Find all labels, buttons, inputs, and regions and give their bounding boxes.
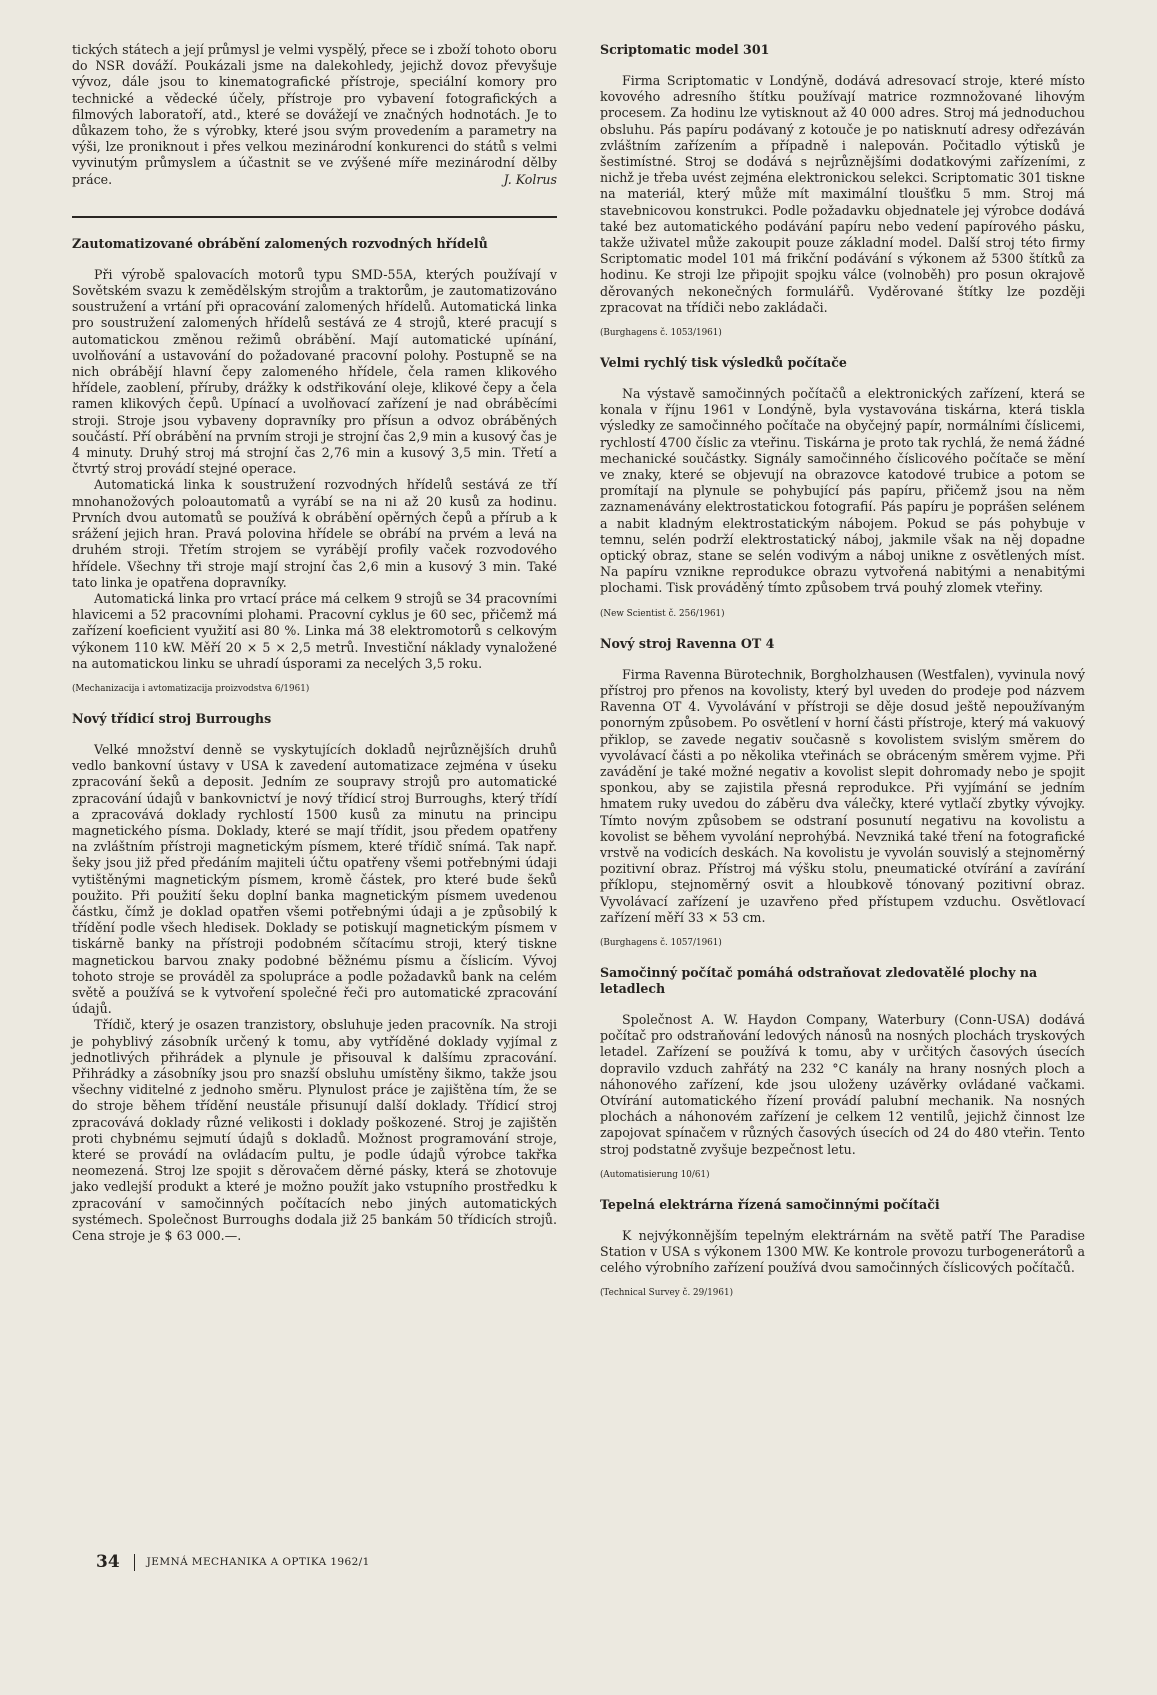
intro-signature <box>72 172 557 188</box>
article-title-scriptomatic: Scriptomatic model 301 <box>600 42 770 57</box>
article-source: (New Scientist č. 256/1961) <box>600 608 725 619</box>
article-title-deicing: Samočinný počítač pomáhá odstraňovat zledovatělé plochy na letadlech <box>600 964 1038 996</box>
article-paragraph: Velké množství denně se vyskytujících dokladů nejrůznějších druhů vedlo bankovní ústavy v USA k zavedení automatizace zejména v úseku zpracování šeků a deposit. Jedním ze soupravy strojů pro automatické zpracování údajů v bankovnictví je nový třídicí stroj Burroughs, který třídí a zpracovává doklady rychlostí 1500 kusů za minutu na principu magnetického písma. Doklady, které se mají třídit, jsou předem opatřeny na zvláštním přístroji magnetickým písmem, které třídič snímá. Tak např. šeky jsou již před předáním majiteli účtu opatřeny všemi potřebnými údaji vytištěnými magnetickým písmem, kromě částek, pro které bude šeků použito. Při použití šeku doplní banka magnetickým písmem uvedenou částku, čímž je doklad opatřen všemi potřebnými údaji a je způsobilý k třídění podle všech hledisek. Doklady se potiskují magnetickým písmem v tiskárně banky na přístroji podobném sčítacímu stroji, který tiskne magnetickou barvou znaky podobné běžnému písmu a číslicím. Vývoj tohoto stroje se prováděl za spolupráce a podle požadavků bank na celém světě a používá se k vytvoření společné řeči pro automatické zpracování údajů. <box>72 741 557 1017</box>
article-paragraph: Společnost A. W. Haydon Company, Waterbury (Conn-USA) dodává počítač pro odstraňování ledových nánosů na nosných plochách tryskových letadel. Zařízení se používá k tomu, aby v určitých časových úsecích dopravilo vzduch zahřátý na 232 °C kanály na hrany nosných ploch a náhonového zařízení, kde jsou uloženy uzávěrky ovládané vačkami. Otvírání automatického řízení provádí palubní mechanik. Na nosných plochách a náhonovém zařízení je celkem 12 ventilů, jejichž činnost lze zapojovat spínačem v různých časových úsecích od 24 do 480 vteřin. Tento stroj podstatně zvyšuje bezpečnost letu. <box>600 1011 1085 1157</box>
article-source: (Burghagens č. 1053/1961) <box>600 328 722 339</box>
article-paragraph: Firma Scriptomatic v Londýně, dodává adresovací stroje, které místo kovového adresního štítku používají matrice rozmnožované lihovým procesem. Za hodinu lze vytisknout až 40 000 adres. Stroj má jednoduchou obsluhu. Pás papíru podávaný z kotouče je po natisknutí adresy odřezáván zvláštním zařízením a případně i nalepován. Počitadlo výtisků je šestimístné. Stroj se dodává s nejrůznějšími dodatkovými zařízeními, z nichž je třeba uvést zejména elektronickou selekci. Scriptomatic 301 tiskne na materiál, který může mít maximální tloušťku 5 mm. Stroj má stavebnicovou konstrukci. Podle požadavku objednatele jej výrobce dodává také bez automatického podávání papíru nebo vedení papírového pásku, takže uživatel může zakoupit pouze základní model. Další stroj této firmy Scriptomatic model 101 má frikční podávání s výkonem až 5300 štítků za hodinu. Ke stroji lze připojit spojku válce (volnoběh) pro posun okrajově děrovaných nekonečných formulářů. Vyděrované štítky lze později zpracovat na třídiči nebo zakládači. <box>600 73 1085 315</box>
article-paragraph: Automatická linka pro vrtací práce má celkem 9 strojů se 34 pracovními hlavicemi a 52 pracovními plohami. Pracovní cyklus je 60 sec, přičemž má zařízení koeficient využití asi 80 %. Linka má 38 elektromotorů s celkovým výkonem 110 kW. Měří 20 × 5 × 2,5 metrů. Investiční náklady vynaložené na automatickou linku se uhradí úsporami za necelých 3,5 roku. <box>72 590 557 671</box>
article-title-crankshafts: Zautomatizované obrábění zalomených rozvodných hřídelů <box>72 235 488 251</box>
section-divider <box>72 216 557 218</box>
article-paragraph: Při výrobě spalovacích motorů typu SMD-55A, kterých používají v Sovětském svazu k zemědělským strojům a traktorům, je zautomatizováno soustružení a vrtání při opracování zalomených hřídelů. Automatická linka pro soustružení zalomených hřídelů sestává ze 4 strojů, které pracují s automatickou změnou režimů obrábění. Mají automatické upínání, uvolňování a ustavování do požadované pracovní polohy. Postupně se na nich obrábějí hlavní čepy zalomeného hřídele, čela ramen klikového hřídele, zaoblení, příruby, drážky k odstřikování oleje, klikové čepy a čela ramen klikových čepů. Upínací a uvolňovací zařízení je nad obráběcími stroji. Stroje jsou vybaveny dopravníky pro přísun a odvoz obráběných součástí. Pří obrábění na prvním stroji je strojní čas 2,9 min a kusový čas je 4 minuty. Druhý stroj má strojní čas 2,76 min a kusový 3,5 min. Třetí a čtvrtý stroj provádí stejné operace. <box>72 266 557 477</box>
page-footer <box>96 1552 370 1572</box>
right-column <box>600 42 1085 1315</box>
article-paragraph: Firma Ravenna Bürotechnik, Borgholzhausen (Westfalen), vyvinula nový přístroj pro přenos na kovolisty, který byl uveden do prodeje pod názvem Ravenna OT 4. Vyvolávání v přístroji se děje dosud ještě nepoužívaným ponorným způsobem. Po osvětlení v horní části přístroje, který má vakuový přiklop, se zavede negativ současně s kovolistem svislým směrem do vyvolávací části a po několika vteřinách se obráceným směrem vyjme. Při zavádění je také možné negativ a kovolist slepit dohromady nebo je spojit sponkou, aby se zajistila přesná reprodukce. Při vyjímání se jedním hmatem ruky uvedou do záběru dva válečky, které vytlačí zbytky vývojky. Tímto novým způsobem se odstraní posunutí negativu na kovolistu a kovolist se během vyvolání neprohýbá. Nevzniká také tření na fotografické vrstvě na vodicích deskách. Na kovolistu je vyvolán souvislý a stejnoměrný pozitivní obraz. Přístroj má výšku stolu, pneumatické otvírání a zavírání příklopu, stejnoměrný osvit a hloubkově tónovaný pozitivní obraz. Vyvolávací zařízení je uzavřeno před přístupem vzduchu. Osvětlovací zařízení měří 33 × 53 cm. <box>600 666 1085 925</box>
footer-divider <box>134 1554 135 1571</box>
author-name: J. Kolrus <box>503 171 557 187</box>
intro-paragraph: tických státech a její průmysl je velmi vyspělý, přece se i zboží tohoto oboru do NSR dováží. Poukázali jsme na dalekohledy, jejichž dovoz převyšuje vývoz, dále jsou to kinematografické přístroje, speciální komory pro technické a vědecké účely, přístroje pro vybavení fotografických a filmových laboratoří, atd., které se dovážejí ve značných hodnotách. Je to důkazem toho, že s výrobky, které jsou svým provedením a parametry na výši, lze proniknout i přes velkou mezinárodní konkurenci do států s velmi vyvinutým průmyslem a účastnit se ve zvýšené míře mezinárodní dělby práce. <box>72 42 557 187</box>
article-source: (Automatisierung 10/61) <box>600 1169 710 1180</box>
article-source: (Mechanizacija i avtomatizacija proizvodstva 6/1961) <box>72 683 310 694</box>
left-column <box>72 42 557 1244</box>
article-title-burroughs: Nový třídicí stroj Burroughs <box>72 710 272 726</box>
article-paragraph: Automatická linka k soustružení rozvodných hřídelů sestává ze tří mnohanožových poloautomatů a vyrábí se na ni až 20 kusů za hodinu. Prvních dvou automatů se používá k obrábění opěrných čepů a přírub a k srážení jejich hran. Pravá polovina hřídele se obrábí na prvém a levá na druhém stroji. Třetím strojem se vyrábějí profily vaček rozvodového hřídele. Všechny tři stroje mají strojní čas 2,6 min a kusový 3 min. Také tato linka je opatřena dopravníky. <box>72 477 557 590</box>
article-source: (Burghagens č. 1057/1961) <box>600 937 722 948</box>
article-title-fast-print: Velmi rychlý tisk výsledků počítače <box>600 355 847 371</box>
article-title-powerplant: Tepelná elektrárna řízená samočinnými počítači <box>600 1196 940 1212</box>
article-title-ravenna: Nový stroj Ravenna OT 4 <box>600 635 775 651</box>
article-paragraph: Třídič, který je osazen tranzistory, obsluhuje jeden pracovník. Na stroji je pohyblivý zásobník určený k tomu, aby vytříděné doklady vyjímal z jednotlivých přihrádek a plynule je přisouval k dalšímu zpracování. Přihrádky a zásobníky jsou pro snazší obsluhu umístěny šikmo, takže jsou všechny viditelné z jednoho směru. Plynulost práce je zajištěna tím, že se do stroje během třídění neustále přisunují další doklady. Třídicí stroj zpracovává doklady různé velikosti i doklady poškozené. Stroj je zajištěn proti chybnému sejmutí údajů s dokladů. Možnost programování stroje, které se provádí na ovládacím pultu, je podle údajů výrobce takřka neomezená. Stroj lze spojit s děrovačem děrné pásky, která se zhotovuje jako vedlejší produkt a které je možno použít jako vstupního prostředku k zpracování v samočinných počítacích nebo jiných automatických systémech. Společnost Burroughs dodala již 25 bankám 50 třídicích strojů. Cena stroje je $ 63 000.—. <box>72 1017 557 1244</box>
article-source: (Technical Survey č. 29/1961) <box>600 1288 734 1299</box>
page-number: 34 <box>96 1552 120 1572</box>
journal-name: JEMNÁ MECHANIKA A OPTIKA 1962/1 <box>146 1556 370 1568</box>
article-paragraph: Na výstavě samočinných počítačů a elektronických zařízení, která se konala v říjnu 1961 v Londýně, byla vystavována tiskárna, která tiskla výsledky ze samočinného počítače na obyčejný papír, normálními číslicemi, rychlostí 4700 číslic za vteřinu. Tiskárna je proto tak rychlá, že nemá žádné mechanické součástky. Signály samočinného číslicového počítače se mění ve znaky, které se objevují na obrazovce katodové trubice a potom se promítají na plynule se pohybující pás papíru, přičemž jsou na něm zaznamenávány elektrostatickou fotografií. Pás papíru je poprášen selénem a nabit kladným elektrostatickým nábojem. Pokud se pás pohybuje v temnu, selén podrží elektrostatický náboj, jakmile však na něj dopadne optický obraz, stane se selén vodivým a náboj unikne z osvětlených míst. Na papíru vznikne reprodukce obrazu vytvořená nabitými a nenabitými plochami. Tisk prováděný tímto způsobem trvá pouhý zlomek vteřiny. <box>600 386 1085 596</box>
article-paragraph: K nejvýkonnějším tepelným elektrárnám na světě patří The Paradise Station v USA s výkonem 1300 MW. Ke kontrole provozu turbogenerátorů a celého výrobního zařízení používá dvou samočinných číslicových počítačů. <box>600 1227 1085 1276</box>
